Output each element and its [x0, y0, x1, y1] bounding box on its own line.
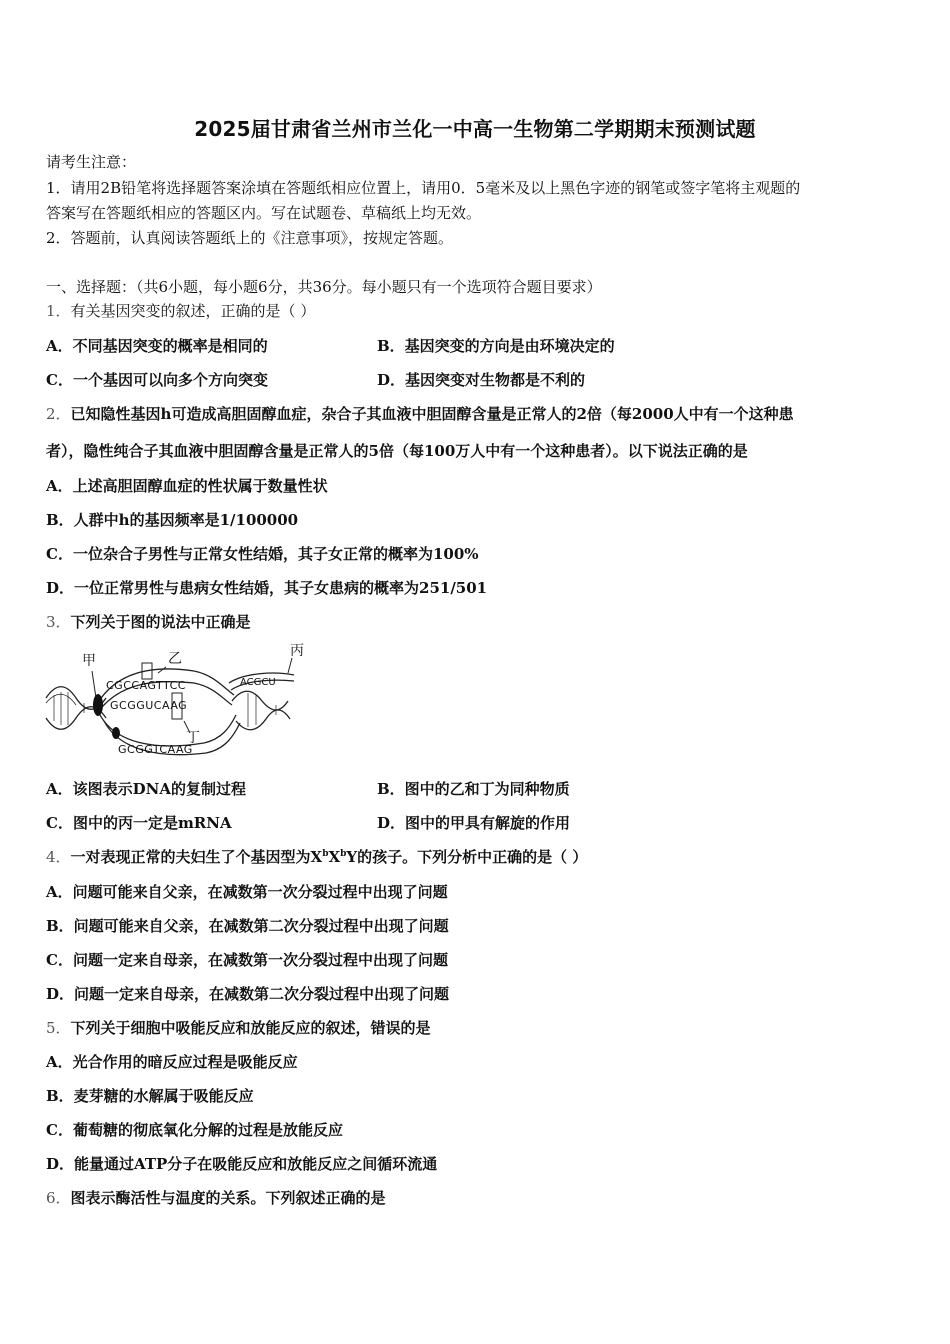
option-a: A．上述高胆固醇血症的性状属于数量性状 [46, 477, 328, 495]
section-heading: 一、选择题：（共6小题，每小题6分，共36分。每小题只有一个选项符合题目要求） [46, 278, 602, 296]
question-5 [46, 1018, 431, 1038]
question-3 [46, 612, 251, 632]
question-stem: 下列关于图的说法中正确是 [70, 613, 251, 631]
question-2 [46, 404, 794, 424]
option-a: A．光合作用的暗反应过程是吸能反应 [46, 1053, 298, 1071]
notice-item: 答案写在答题纸相应的答题区内。写在试题卷、草稿纸上均无效。 [46, 204, 482, 222]
option-a: A．问题可能来自父亲，在减数第一次分裂过程中出现了问题 [46, 883, 448, 901]
option-a: A．不同基因突变的概率是相同的 [46, 337, 268, 355]
option-d: D．图中的甲具有解旋的作用 [377, 814, 571, 832]
option-c: C．一位杂合子男性与正常女性结婚，其子女正常的概率为100% [46, 545, 479, 563]
question-number: 6． [46, 1189, 71, 1207]
question-stem: 已知隐性基因h可造成高胆固醇血症，杂合子其血液中胆固醇含量是正常人的2倍（每2000人中有一个这种患 [70, 405, 794, 423]
notice-item: 2．答题前，认真阅读答题纸上的《注意事项》，按规定答题。 [46, 229, 454, 247]
option-a: A．该图表示DNA的复制过程 [46, 780, 246, 798]
label-bing: 丙 [290, 643, 304, 659]
sequence-rna: ACGCU [240, 677, 276, 688]
option-c: C．问题一定来自母亲，在减数第一次分裂过程中出现了问题 [46, 951, 448, 969]
superscript: b [322, 849, 329, 859]
option-d: D．一位正常男性与患病女性结婚，其子女患病的概率为251/501 [46, 579, 488, 597]
option-c: C．葡萄糖的彻底氧化分解的过程是放能反应 [46, 1121, 343, 1139]
question-number: 5． [46, 1019, 71, 1037]
question-number: 1． [46, 302, 71, 320]
option-b: B．基因突变的方向是由环境决定的 [377, 337, 615, 355]
option-c: C．图中的丙一定是mRNA [46, 814, 232, 832]
question-stem: 图表示酶活性与温度的关系。下列叙述正确的是 [70, 1189, 386, 1207]
option-c: C．一个基因可以向多个方向突变 [46, 371, 268, 389]
question-stem-mid: X [328, 848, 341, 866]
page-title: 2025届甘肃省兰州市兰化一中高一生物第二学期期末预测试题 [194, 117, 756, 141]
question-number: 3． [46, 613, 71, 631]
superscript: b [340, 849, 347, 859]
question-stem-post: Y的孩子。下列分析中正确的是（ ） [346, 848, 588, 866]
sequence-top: CGCCAGTTCC [106, 679, 186, 692]
enzyme-blob-top [93, 694, 103, 716]
option-b: B．人群中h的基因频率是1/100000 [46, 511, 299, 529]
diagram-svg [44, 643, 314, 763]
label-ding: 丁 [186, 730, 200, 746]
option-b: B．图中的乙和丁为同种物质 [377, 780, 570, 798]
sequence-bottom: GCGGTCAAG [118, 743, 193, 756]
question-number: 4． [46, 848, 71, 866]
sequence-middle: GCGGUCAAG [110, 699, 188, 712]
question-stem-cont: 者），隐性纯合子其血液中胆固醇含量是正常人的5倍（每100万人中有一个这种患者）。以下说法正确的是 [46, 442, 748, 460]
label-yi: 乙 [168, 651, 182, 667]
option-d: D．问题一定来自母亲，在减数第二次分裂过程中出现了问题 [46, 985, 450, 1003]
option-d: D．能量通过ATP分子在吸能反应和放能反应之间循环流通 [46, 1155, 438, 1173]
transcription-diagram [44, 643, 314, 763]
option-b: B．问题可能来自父亲，在减数第二次分裂过程中出现了问题 [46, 917, 449, 935]
question-stem: 下列关于细胞中吸能反应和放能反应的叙述，错误的是 [70, 1019, 431, 1037]
option-d: D．基因突变对生物都是不利的 [377, 371, 586, 389]
notice-heading: 请考生注意： [46, 153, 137, 171]
label-jia: 甲 [82, 653, 96, 669]
notice-item: 1．请用2B铅笔将选择题答案涂填在答题纸相应位置上，请用0．5毫米及以上黑色字迹的钢笔或签字笔将主观题的 [46, 179, 801, 197]
question-4 [46, 847, 587, 867]
question-number: 2． [46, 405, 71, 423]
question-6 [46, 1188, 386, 1208]
question-1 [46, 301, 315, 321]
question-stem-pre: 一对表现正常的夫妇生了个基因型为X [70, 848, 323, 866]
enzyme-blob-bottom [112, 727, 120, 739]
option-b: B．麦芽糖的水解属于吸能反应 [46, 1087, 254, 1105]
question-stem: 有关基因突变的叙述，正确的是（ ） [70, 302, 316, 320]
